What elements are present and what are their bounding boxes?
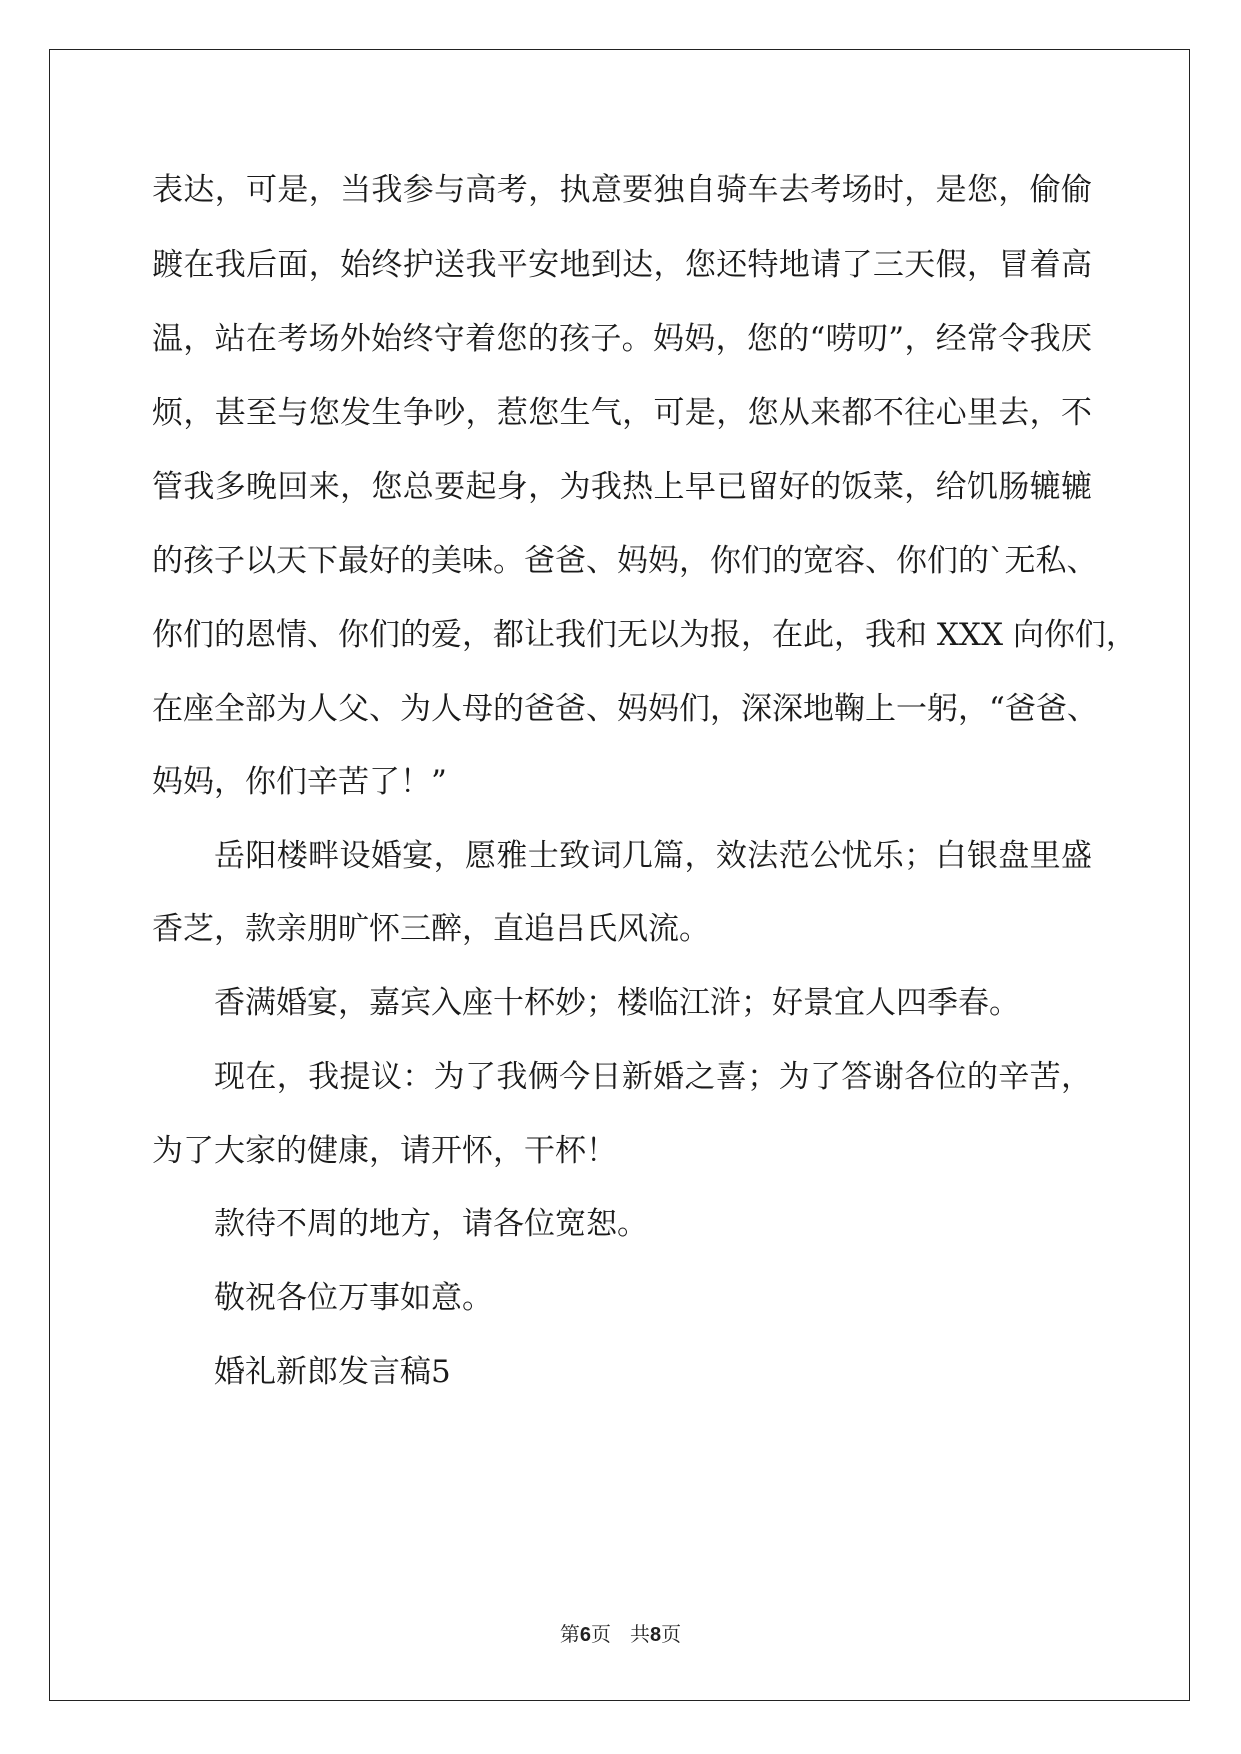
- text-line: 你们的恩情、你们的爱，都让我们无以为报，在此，我和 XXX 向你们，: [152, 617, 1137, 653]
- page-suffix: 页: [590, 1622, 611, 1646]
- text-line: 烦，甚至与您发生争吵，惹您生气，可是，您从来都不往心里去，不: [152, 395, 1092, 431]
- text-line: 香满婚宴，嘉宾入座十杯妙；楼临江浒；好景宜人四季春。: [214, 985, 1020, 1021]
- text-line: 踱在我后面，始终护送我平安地到达，您还特地请了三天假，冒着高: [152, 247, 1092, 283]
- section-heading: 婚礼新郎发言稿5: [214, 1354, 451, 1390]
- page-prefix: 第: [559, 1622, 580, 1646]
- text-line: 香芝，款亲朋旷怀三醉，直追吕氏风流。: [152, 911, 710, 947]
- page-total: 8: [650, 1624, 662, 1646]
- text-line: 管我多晚回来，您总要起身，为我热上早已留好的饭菜，给饥肠辘辘: [152, 469, 1092, 505]
- text-line: 的孩子以天下最好的美味。爸爸、妈妈，你们的宽容、你们的`无私、: [152, 543, 1098, 579]
- text-line: 在座全部为人父、为人母的爸爸、妈妈们，深深地鞠上一躬，“爸爸、: [152, 691, 1098, 727]
- text-line: 为了大家的健康，请开怀，干杯！: [152, 1133, 617, 1169]
- page-footer: [0, 1618, 1241, 1647]
- page-current: 6: [579, 1624, 591, 1646]
- text-line: 现在，我提议：为了我俩今日新婚之喜；为了答谢各位的辛苦，: [214, 1059, 1092, 1095]
- text-line: 岳阳楼畔设婚宴，愿雅士致词几篇，效法范公忧乐；白银盘里盛: [214, 838, 1092, 874]
- text-line: 表达，可是，当我参与高考，执意要独自骑车去考场时，是您，偷偷: [152, 172, 1092, 208]
- total-suffix: 页: [661, 1622, 682, 1646]
- text-line: 妈妈，你们辛苦了！”: [152, 764, 447, 800]
- text-line: 款待不周的地方，请各位宽恕。: [214, 1206, 648, 1242]
- text-line: 敬祝各位万事如意。: [214, 1280, 493, 1316]
- text-line: 温，站在考场外始终守着您的孩子。妈妈，您的“唠叨”，经常令我厌: [152, 321, 1092, 357]
- total-prefix: 共: [630, 1622, 651, 1646]
